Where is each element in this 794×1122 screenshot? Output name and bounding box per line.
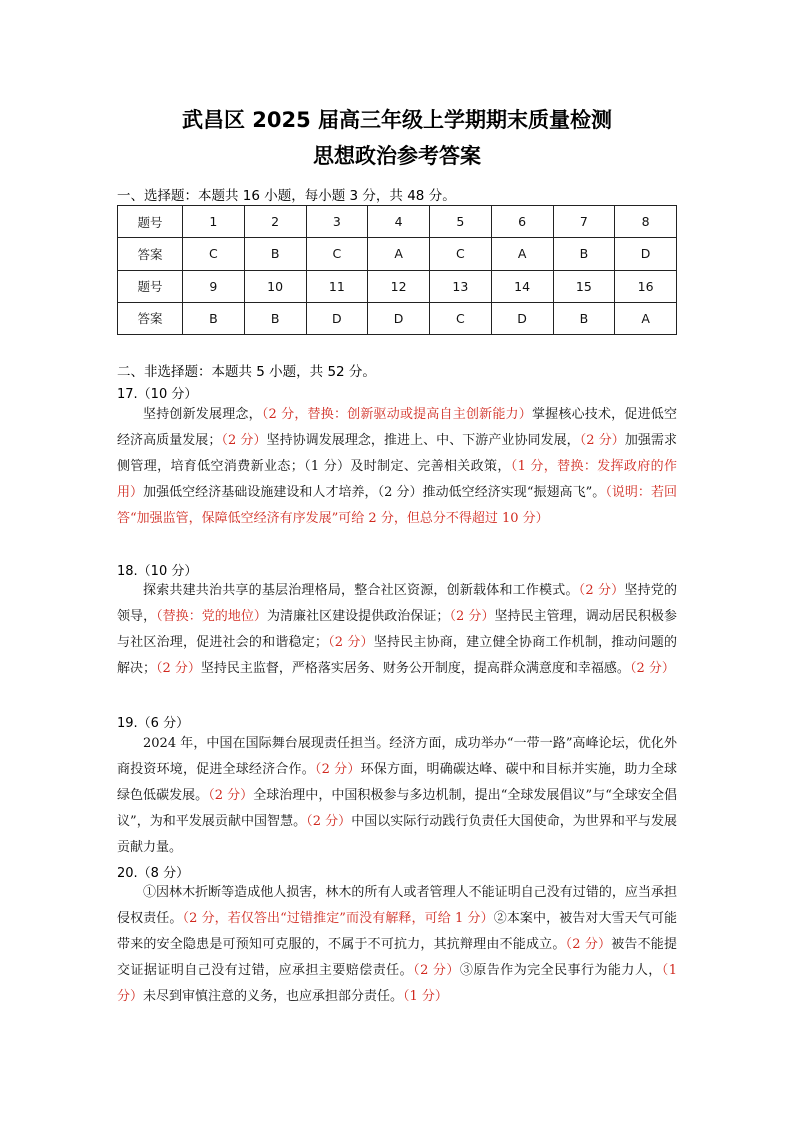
score-note: （2 分） [221, 433, 267, 448]
answer-table-cell: D [306, 302, 368, 334]
answer-table-cell: 6 [491, 206, 553, 238]
answer-table-cell: B [553, 238, 615, 270]
score-note: （2 分） [629, 661, 675, 676]
answer-table-cell: A [615, 302, 677, 334]
answer-table-cell: 15 [553, 270, 615, 302]
document-title: 武昌区 2025 届高三年级上学期期末质量检测 [181, 108, 613, 132]
score-note: （2 分） [156, 661, 201, 676]
score-note: （2 分） [306, 814, 352, 829]
answer-text: ②本案中，被告对大雪天气可能带来的安全隐患是可预知可克服的，不属于不可抗力，其抗辩理由不能成立。 [117, 911, 677, 952]
answer-text: 坚持协调发展理念，推进上、中、下游产业协同发展， [266, 433, 580, 448]
answer-table-cell: C [430, 238, 492, 270]
answer-table-cell: D [368, 302, 430, 334]
answer-text: 为清廉社区建设提供政治保证； [266, 609, 450, 624]
answer-table-cell: A [368, 238, 430, 270]
answer-table-cell: D [491, 302, 553, 334]
score-note: （1 分） [117, 963, 677, 1004]
question-18-answer [117, 578, 677, 682]
section-2-heading: 二、非选择题：本题共 5 小题，共 52 分。 [117, 364, 376, 380]
answer-text: 2024 年，中国在国际舞台展现责任担当。经济方面，成功举办“一带一路”高峰论坛，优化外商投资环境，促进全球经济合作。 [117, 736, 677, 777]
answer-table-row-label: 答案 [118, 302, 183, 334]
answer-table [117, 205, 677, 335]
question-19-label: 19.（6 分） [117, 716, 190, 731]
answer-text: 坚持民主监督，严格落实居务、财务公开制度，提高群众满意度和幸福感。 [200, 661, 630, 676]
answer-table-cell: B [553, 302, 615, 334]
answer-table-row [118, 302, 677, 334]
answer-text: 全球治理中，中国积极参与多边机制，提出“全球发展倡议”与“全球安全倡议”，为和平发展贡献中国智慧。 [117, 788, 677, 829]
answer-text: 加强低空经济基础设施建设和人才培养，（2 分）推动低空经济实现“振翅高飞”。 [143, 485, 606, 500]
answer-table-cell: B [183, 302, 245, 334]
answer-table-row-label: 答案 [118, 238, 183, 270]
score-note: （2 分） [565, 937, 612, 952]
answer-table-cell: 1 [183, 206, 245, 238]
answer-table-cell: 7 [553, 206, 615, 238]
answer-table-cell: 4 [368, 206, 430, 238]
score-note: （2 分） [578, 583, 625, 598]
answer-text: 未尽到审慎注意的义务，也应承担部分责任。 [143, 989, 404, 1004]
answer-text: ①因林木折断等造成他人损害，林木的所有人或者管理人不能证明自己没有过错的，应当承担侵权责任。 [117, 885, 677, 926]
section-1-heading: 一、选择题：本题共 16 小题，每小题 3 分，共 48 分。 [117, 188, 456, 204]
answer-text: ③原告作为完全民事行为能力人， [459, 963, 662, 978]
answer-text: 坚持党的领导， [117, 583, 677, 624]
answer-table-cell: 2 [244, 206, 306, 238]
answer-text: 加强需求侧管理，培育低空消费新业态；（1 分）及时制定、完善相关政策， [117, 433, 677, 474]
score-note: （2 分，替换：创新驱动或提高自主创新能力） [261, 407, 532, 422]
answer-table-cell: 5 [430, 206, 492, 238]
score-note: （2 分） [579, 433, 625, 448]
answer-table-cell: 11 [306, 270, 368, 302]
score-note: （2 分） [449, 609, 495, 624]
score-note: （2 分） [314, 762, 361, 777]
answer-table-row-label: 题号 [118, 270, 183, 302]
score-note: （1 分，替换：发挥政府的作用） [117, 459, 678, 500]
question-19-answer [117, 731, 677, 861]
answer-table-cell: C [183, 238, 245, 270]
answer-table-cell: 12 [368, 270, 430, 302]
answer-text: 掌握核心技术，促进低空经济高质量发展； [117, 407, 677, 448]
answer-text: 坚持民主管理，调动居民积极参与社区治理，促进社会的和谐稳定； [117, 609, 677, 650]
score-note: （2 分，若仅答出“过错推定”而没有解释，可给 1 分） [182, 911, 494, 926]
score-note: （替换：党的地位） [156, 609, 267, 624]
answer-table-cell: A [491, 238, 553, 270]
answer-table-row [118, 206, 677, 238]
score-note: （2 分） [327, 635, 374, 650]
question-17-label: 17.（10 分） [117, 387, 198, 402]
answer-table-cell: C [306, 238, 368, 270]
answer-table-row [118, 238, 677, 270]
question-18-label: 18.（10 分） [117, 564, 198, 579]
question-20-answer [117, 880, 677, 1010]
answer-table-cell: 9 [183, 270, 245, 302]
document-subtitle: 思想政治参考答案 [313, 144, 481, 168]
answer-table-cell: C [430, 302, 492, 334]
answer-table-cell: 14 [491, 270, 553, 302]
question-17-answer [117, 402, 677, 532]
score-note: （2 分） [208, 788, 254, 803]
answer-table-cell: 3 [306, 206, 368, 238]
answer-table-cell: D [615, 238, 677, 270]
answer-table-cell: 8 [615, 206, 677, 238]
answer-table-row-label: 题号 [118, 206, 183, 238]
answer-table-row [118, 270, 677, 302]
answer-table-cell: B [244, 302, 306, 334]
answer-text: 环保方面，明确碳达峰、碳中和目标并实施，助力全球绿色低碳发展。 [117, 762, 677, 803]
answer-text: 坚持民主协商，建立健全协商工作机制，推动问题的解决； [117, 635, 677, 676]
score-note: （说明：若回答“加强监管，保障低空经济有序发展”可给 2 分，但总分不得超过 10 分） [117, 485, 677, 526]
question-20-label: 20.（8 分） [117, 866, 190, 881]
answer-table-cell: 10 [244, 270, 306, 302]
answer-text: 被告不能提交证据证明自己没有过错，应承担主要赔偿责任。 [117, 937, 677, 978]
answer-table-cell: B [244, 238, 306, 270]
answer-text: 坚持创新发展理念， [143, 407, 262, 422]
score-note: （2 分） [413, 963, 460, 978]
answer-table-cell: 13 [430, 270, 492, 302]
answer-text: 中国以实际行动践行负责任大国使命，为世界和平与发展贡献力量。 [117, 814, 677, 855]
answer-text: 探索共建共治共享的基层治理格局，整合社区资源，创新载体和工作模式。 [143, 583, 579, 598]
score-note: （1 分） [403, 989, 448, 1004]
answer-table-cell: 16 [615, 270, 677, 302]
